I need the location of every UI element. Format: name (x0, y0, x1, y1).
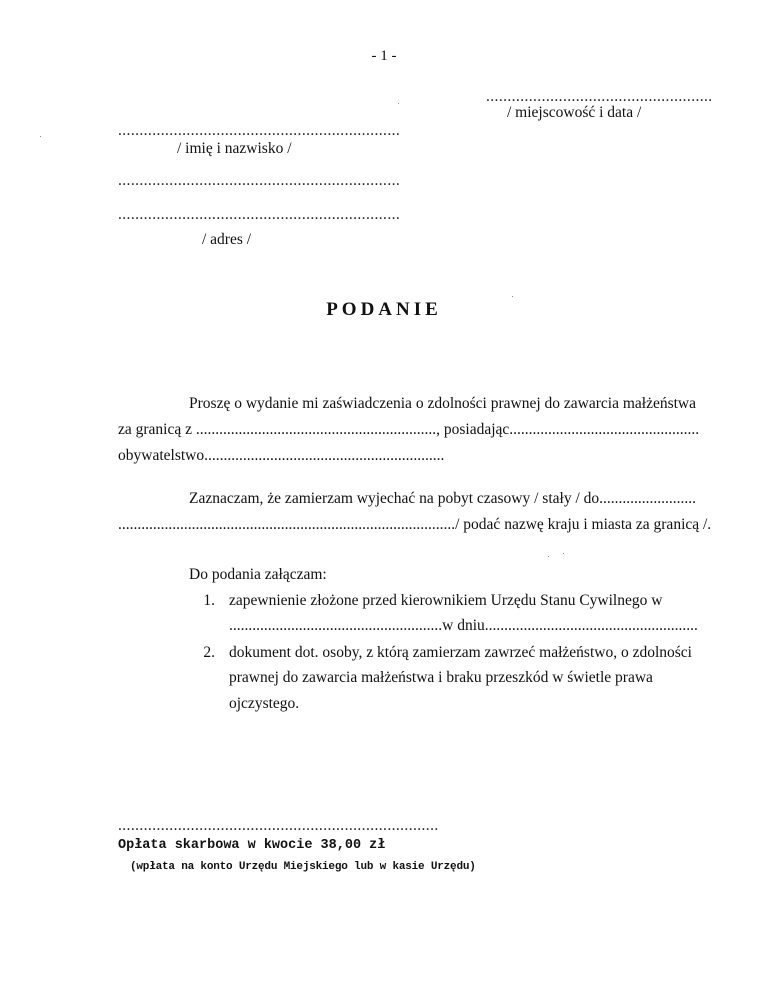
attachments-heading: Do podania załączam: (189, 566, 327, 583)
fee-line: Opłata skarbowa w kwocie 38,00 zł (118, 838, 386, 853)
name-dots: .................................................................. (118, 122, 401, 139)
scan-speck (398, 103, 399, 104)
attachment-2-line-2: prawnej do zawarcia małżeństwa i braku przeszkód w świetle prawa (229, 669, 653, 686)
attachment-1-number: 1. (203, 592, 215, 609)
request-line-3: obywatelstwo.............................................................. (118, 447, 445, 464)
attachment-2-line-3: ojczystego. (229, 695, 300, 712)
scan-speck (563, 553, 564, 554)
document-title: PODANIE (326, 299, 442, 320)
address-label: / adres / (202, 231, 252, 248)
address-dots-2: .................................................................. (118, 206, 401, 223)
request-line-1: Proszę o wydanie mi zaświadczenia o zdolności prawnej do zawarcia małżeństwa (189, 395, 696, 412)
place-date-label: / miejscowość i data / (507, 104, 642, 121)
scan-speck (512, 296, 513, 297)
trip-line-1: Zaznaczam, że zamierzam wyjechać na pobyt czasowy / stały / do......................... (189, 490, 696, 507)
trip-line-2: ......................................................................................./ podać nazwę kraju i miasta za granicą /. (118, 516, 712, 533)
place-date-dots: ..................................................... (486, 88, 713, 105)
address-dots-1: .................................................................. (118, 172, 401, 189)
scan-speck (40, 136, 41, 137)
attachment-2-number: 2. (203, 644, 215, 661)
page-number: - 1 - (371, 48, 397, 64)
fee-note: (wpłata na konto Urzędu Miejskiego lub w kasie Urzędu) (130, 861, 476, 873)
name-label: / imię i nazwisko / (177, 140, 292, 157)
attachment-1-line-1: zapewnienie złożone przed kierownikiem Urzędu Stanu Cywilnego w (229, 592, 663, 609)
scan-speck (548, 556, 549, 557)
attachment-2-line-1: dokument dot. osoby, z którą zamierzam zawrzeć małżeństwo, o zdolności (229, 644, 692, 661)
request-line-2: za granicą z .............................................................., posiadając................................................. (118, 421, 700, 438)
signature-dots: ........................................................................... (118, 817, 439, 834)
attachment-1-line-2: .......................................................w dniu....................................................... (229, 617, 698, 634)
